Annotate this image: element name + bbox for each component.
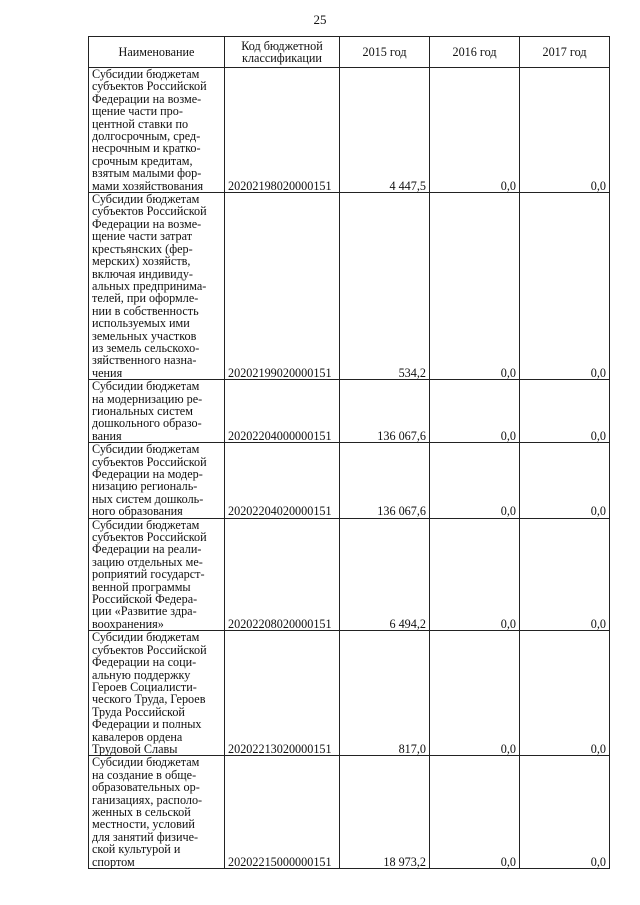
row-name: Субсидии бюджетам субъектов Российской Федерации на соци- альную поддержку Героев Социалисти- ческого Труда, Героев Труда Российской Федерации и полных кавалеров ордена Трудовой Славы [92,630,207,756]
row-value-2017: 0,0 [520,443,610,518]
page-number: 25 [313,12,327,27]
table-row [89,443,610,518]
row-code: 20202204000000151 [225,380,340,443]
table-row [89,193,610,380]
row-value-2016: 0,0 [430,380,520,443]
row-name: Субсидии бюджетам на создание в обще- образовательных ор- ганизациях, располо- женных в сельской местности, условий для занятий физиче- ской культурой и спортом [92,755,203,869]
row-code: 20202208020000151 [225,518,340,631]
table-header-row [89,37,610,68]
table-row [89,518,610,631]
row-code: 20202213020000151 [225,631,340,756]
row-value-2015: 817,0 [340,631,430,756]
table-row [89,68,610,193]
header-code: Код бюджетной классификации [225,37,340,68]
header-2017: 2017 год [520,37,610,68]
table-row [89,756,610,869]
row-name: Субсидии бюджетам субъектов Российской Федерации на возме- щение части затрат крестьянских (фер- мерских) хозяйств, включая индивиду- альных предпринима- телей, при оформле- нии в собственность используемых ими земельных участков из земель сельскохо- зяйственного назна- чения [92,192,207,380]
row-value-2015: 534,2 [340,193,430,380]
row-value-2016: 0,0 [430,193,520,380]
row-value-2015: 18 973,2 [340,756,430,869]
row-name: Субсидии бюджетам на модернизацию ре- гиональных систем дошкольного образо- вания [92,379,203,443]
row-value-2015: 4 447,5 [340,68,430,193]
row-value-2017: 0,0 [520,631,610,756]
row-name-cell [89,518,225,631]
row-name-cell [89,380,225,443]
row-code: 20202215000000151 [225,756,340,869]
row-code: 20202204020000151 [225,443,340,518]
row-name-cell [89,68,225,193]
header-name: Наименование [89,37,225,68]
row-value-2017: 0,0 [520,68,610,193]
row-name-cell [89,631,225,756]
row-value-2015: 6 494,2 [340,518,430,631]
row-code: 20202199020000151 [225,193,340,380]
header-2015: 2015 год [340,37,430,68]
row-name: Субсидии бюджетам субъектов Российской Федерации на реали- зацию отдельных ме- роприятий государст- венной программы Российской Федера- ции «Развитие здра- воохранения» [92,517,207,631]
row-name-cell [89,443,225,518]
row-value-2017: 0,0 [520,518,610,631]
budget-table [88,36,610,869]
row-value-2016: 0,0 [430,631,520,756]
row-value-2016: 0,0 [430,443,520,518]
header-2016: 2016 год [430,37,520,68]
row-name-cell [89,756,225,869]
row-code: 20202198020000151 [225,68,340,193]
table-row [89,631,610,756]
row-value-2015: 136 067,6 [340,380,430,443]
row-name: Субсидии бюджетам субъектов Российской Федерации на модер- низацию региональ- ных систем дошколь- ного образования [92,442,207,519]
row-name: Субсидии бюджетам субъектов Российской Федерации на возме- щение части про- центной ставки по долгосрочным, сред- несрочным и кратко- срочным кредитам, взятым малыми фор- мами хозяйствования [92,67,207,193]
row-value-2017: 0,0 [520,193,610,380]
row-value-2016: 0,0 [430,518,520,631]
row-value-2017: 0,0 [520,756,610,869]
row-name-cell [89,193,225,380]
row-value-2015: 136 067,6 [340,443,430,518]
table-row [89,380,610,443]
row-value-2016: 0,0 [430,756,520,869]
row-value-2017: 0,0 [520,380,610,443]
row-value-2016: 0,0 [430,68,520,193]
